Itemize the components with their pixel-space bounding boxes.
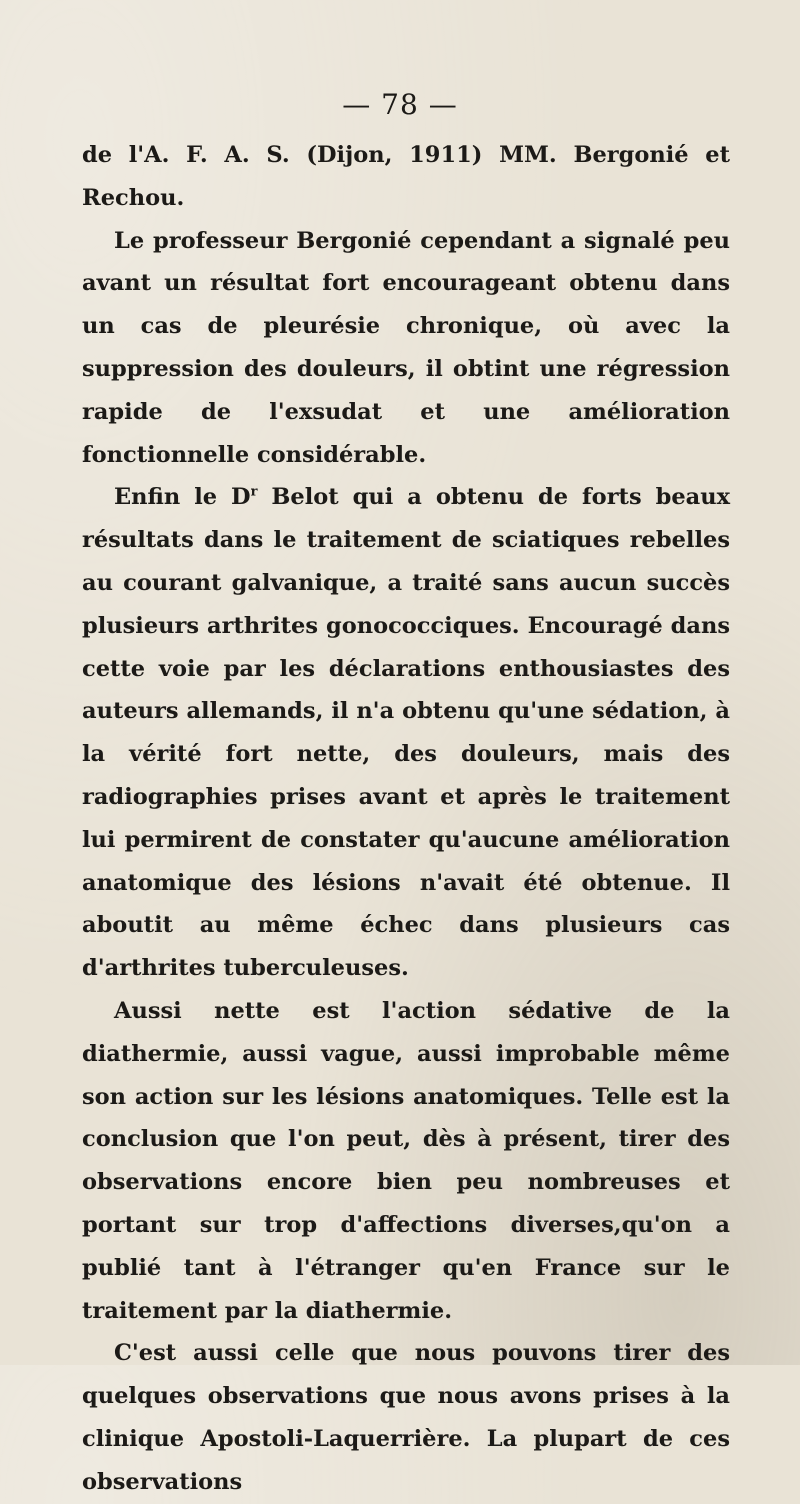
paragraph-belot-rest: Belot qui a obtenu de forts beaux résultats dans le traitement de sciatiques rebelles au courant galvanique, a traité sans aucun succès plusieurs arthrites gonococciques. Encouragé dans cette voie par les déclarations enthousiastes des auteurs allemands, il n'a obtenu qu'une sédation, à la vérité fort nette, des douleurs, mais des radiographies prises avant et après le traitement lui permirent de constater qu'aucune amélioration anatomique des lésions n'avait été obtenue. Il aboutit au même échec dans plusieurs cas d'arthrites tuberculeuses. <box>82 484 730 982</box>
paragraph-conclusion: Aussi nette est l'action sédative de la diathermie, aussi vague, aussi improbable même son action sur les lésions anatomiques. Telle est la conclusion que l'on peut, dès à présent, tirer des observations encore bien peu nombreuses et portant sur trop d'affections diverses,qu'on a publié tant à l'étranger qu'en France sur le traitement par la diathermie. <box>82 997 730 1324</box>
paragraph-continuation: de l'A. F. A. S. (Dijon, 1911) MM. Bergonié et Rechou. <box>82 142 730 211</box>
paragraph-belot-start: Enfin le D <box>114 484 251 511</box>
paragraph-observations: C'est aussi celle que nous pouvons tirer des quelques observations que nous avons prises à la clinique Apostoli-Laquerrière. La plupart de ces observations <box>82 1340 730 1495</box>
page-number: — 78 — <box>342 88 458 121</box>
doctor-abbrev-sup: r <box>250 484 258 500</box>
paragraph-belot <box>82 476 730 990</box>
body-text <box>82 134 730 1504</box>
paragraph-bergonie: Le professeur Bergonié cependant a signalé peu avant un résultat fort encourageant obtenu dans un cas de pleurésie chronique, où avec la suppression des douleurs, il obtint une régression rapide de l'exsudat et une amélioration fonctionnelle considérable. <box>82 227 730 468</box>
